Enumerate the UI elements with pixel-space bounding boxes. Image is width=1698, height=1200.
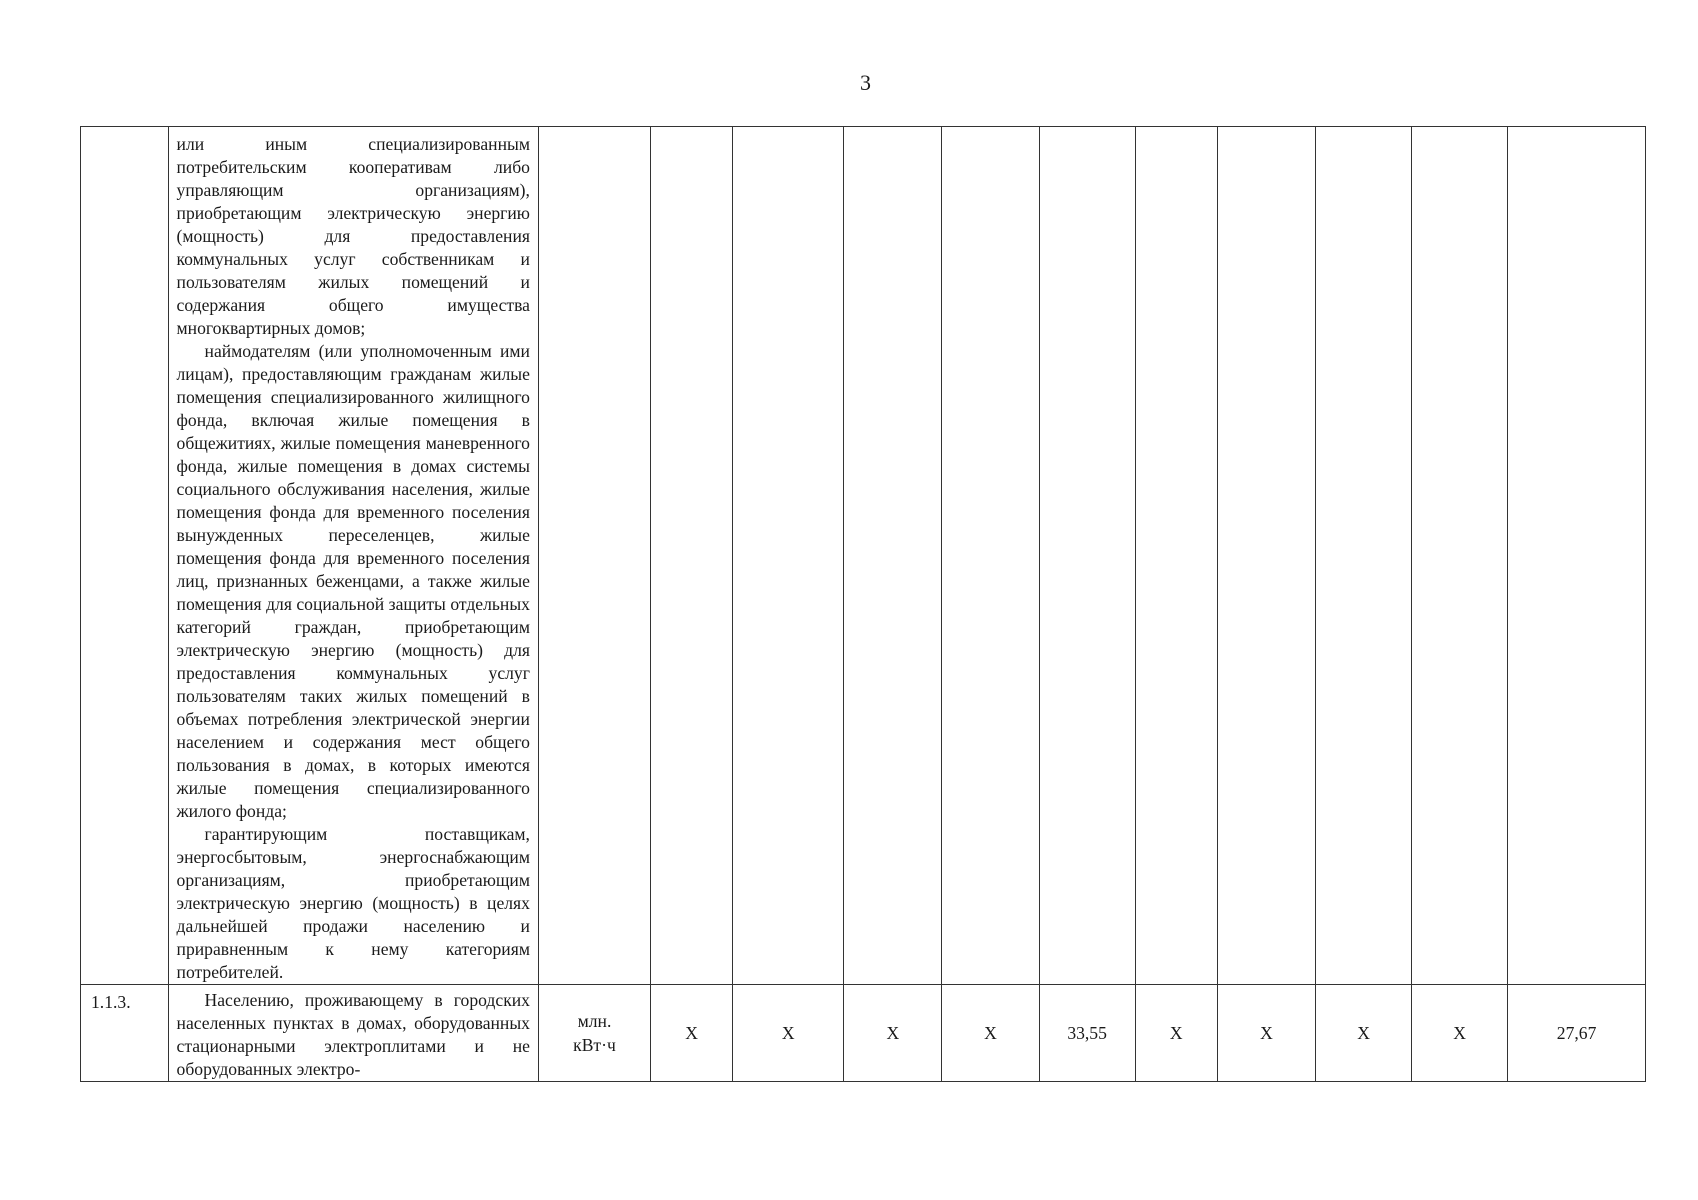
value-cell: X bbox=[1135, 985, 1217, 1082]
row-number: 1.1.3. bbox=[91, 992, 131, 1012]
value-cell: 33,55 bbox=[1039, 985, 1135, 1082]
row-number-cell bbox=[81, 985, 169, 1082]
page-number: 3 bbox=[860, 70, 871, 95]
value-cell: X bbox=[942, 985, 1039, 1082]
description-cell bbox=[168, 127, 538, 985]
description-paragraph: Населению, проживающему в городских населенных пунктах в домах, оборудованных стационарными электроплитами и не оборудованных электро- bbox=[176, 990, 530, 1079]
unit-cell bbox=[538, 985, 650, 1082]
empty-cell bbox=[1217, 127, 1315, 985]
value-cell: X bbox=[1412, 985, 1508, 1082]
empty-cell bbox=[1412, 127, 1508, 985]
empty-cell bbox=[1508, 127, 1646, 985]
value-cell: X bbox=[1217, 985, 1315, 1082]
description-paragraph: или иным специализированным потребительским кооперативам либо управляющим организациям), приобретающим электрическую энергию (мощность) для предоставления коммунальных услуг собственникам и пользователям жилых помещений и содержания общего имущества многоквартирных домов; bbox=[176, 134, 530, 338]
value-cell: X bbox=[844, 985, 942, 1082]
table-row-continuation bbox=[81, 127, 1646, 985]
description-paragraph: наймодателям (или уполномоченным ими лицам), предоставляющим гражданам жилые помещения специализированного жилищного фонда, включая жилые помещения в общежитиях, жилые помещения маневренного фонда, жилые помещения в домах системы социального обслуживания населения, жилые помещения фонда для временного поселения вынужденных переселенцев, жилые помещения фонда для временного поселения лиц, признанных беженцами, а также жилые помещения для социальной защиты отдельных категорий граждан, приобретающим электрическую энергию (мощность) для предоставления коммунальных услуг пользователям таких жилых помещений в объемах потребления электрической энергии населением и содержания мест общего пользования в домах, в которых имеются жилые помещения специализированного жилого фонда; bbox=[176, 341, 530, 821]
empty-cell bbox=[733, 127, 844, 985]
empty-cell bbox=[1316, 127, 1412, 985]
value-cell: X bbox=[1316, 985, 1412, 1082]
empty-cell bbox=[844, 127, 942, 985]
unit-line-2: кВт·ч bbox=[573, 1035, 616, 1055]
description-paragraph: гарантирующим поставщикам, энергосбытовым, энергоснабжающим организациям, приобретающим электрическую энергию (мощность) в целях дальнейшей продажи населению и приравненным к нему категориям потребителей. bbox=[176, 824, 530, 982]
row-number-cell bbox=[81, 127, 169, 985]
empty-cell bbox=[538, 127, 650, 985]
row-number bbox=[81, 127, 168, 133]
table-row-1-1-3 bbox=[81, 985, 1646, 1082]
description-cell bbox=[168, 985, 538, 1082]
tariff-table bbox=[80, 126, 1646, 1082]
empty-cell bbox=[651, 127, 733, 985]
value-cell: X bbox=[733, 985, 844, 1082]
value-cell: X bbox=[651, 985, 733, 1082]
unit-line-1: млн. bbox=[577, 1011, 612, 1031]
empty-cell bbox=[942, 127, 1039, 985]
empty-cell bbox=[1039, 127, 1135, 985]
empty-cell bbox=[1135, 127, 1217, 985]
value-cell: 27,67 bbox=[1508, 985, 1646, 1082]
